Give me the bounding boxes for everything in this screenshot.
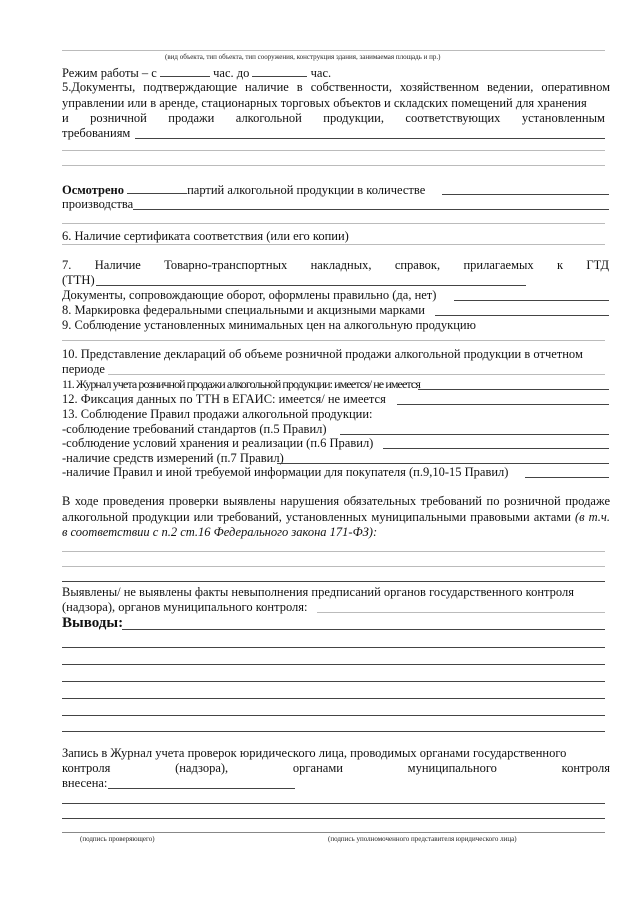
item5-extra-line-1[interactable] — [62, 150, 605, 151]
production-field[interactable] — [133, 209, 609, 210]
work-mode-from-field[interactable] — [160, 65, 210, 77]
item6-line[interactable] — [62, 244, 605, 245]
inspected-mid: партий алкогольной продукции в количестве — [187, 183, 426, 197]
conclusions-line-3[interactable] — [62, 681, 605, 682]
inspected-count-field[interactable] — [127, 182, 187, 194]
inspected-row — [62, 182, 425, 198]
item5-text: 5.Документы, подтверждающие наличие в собственности, хозяйственном ведении, оперативном управлении или в аренде, стационарных торговых объектов и складских помещений для хранения — [62, 80, 610, 110]
item7-field[interactable] — [96, 285, 526, 286]
journal-line-2[interactable] — [62, 818, 605, 819]
item13-measuring-field[interactable] — [277, 463, 609, 464]
conclusions-line-1[interactable] — [62, 647, 605, 648]
violations-line-1[interactable] — [62, 551, 605, 552]
journal-line3: внесена: — [62, 776, 108, 790]
conclusions-line-4[interactable] — [62, 698, 605, 699]
conclusions-label: Выводы: — [62, 615, 124, 631]
conclusions-line-5[interactable] — [62, 715, 605, 716]
violations-line-3[interactable] — [62, 581, 605, 582]
orders-field[interactable] — [317, 612, 605, 613]
work-mode-prefix: Режим работы – с — [62, 66, 157, 80]
item8-field[interactable] — [435, 315, 609, 316]
item5-field[interactable] — [135, 138, 605, 139]
item13-storage-field[interactable] — [383, 448, 609, 449]
item13-measuring: -наличие средств измерений (п.7 Правил) — [62, 451, 284, 465]
work-mode-row — [62, 65, 331, 81]
item12-label: 12. Фиксация данных по ТТН в ЕГАИС: имеется/ не имеется — [62, 392, 386, 406]
signature-inspector-caption: (подпись проверяющего) — [80, 835, 155, 843]
journal-line1: Запись в Журнал учета проверок юридического лица, проводимых органами государственного — [62, 746, 567, 760]
item7-line1: 7. Наличие Товарно-транспортных накладных, справок, прилагаемых к ГТД — [62, 258, 609, 272]
item13-title: 13. Соблюдение Правил продажи алкогольной продукции: — [62, 407, 373, 421]
item13-storage: -соблюдение условий хранения и реализации (п.6 Правил) — [62, 436, 374, 450]
item11-label: 11. Журнал учета розничной продажи алкогольной продукции: имеется/ не имеется — [62, 377, 420, 391]
inspected-production: производства — [62, 197, 134, 211]
conclusions-line-2[interactable] — [62, 664, 605, 665]
item13-rules-info-field[interactable] — [525, 477, 609, 478]
journal-line-1[interactable] — [62, 803, 605, 804]
journal-field[interactable] — [108, 788, 295, 789]
journal-line2: контроля (надзора), органами муниципального контроля — [62, 761, 610, 775]
signature-representative-caption: (подпись уполномоченного представителя юридического лица) — [328, 835, 517, 843]
work-mode-suffix: час. — [310, 66, 332, 80]
orders-line1: Выявлены/ не выявлены факты невыполнения предписаний органов государственного контроля — [62, 585, 574, 599]
item13-standards-field[interactable] — [340, 434, 609, 435]
item5-line4: требованиям — [62, 126, 131, 140]
item6-label: 6. Наличие сертификата соответствия (или его копии) — [62, 229, 349, 243]
object-description-caption: (вид объекта, тип объекта, тип сооружения, конструкция здания, занимаемая площадь и пр.) — [165, 53, 441, 61]
item5-line3: и розничной продажи алкогольной продукции, соответствующих установленным — [62, 111, 605, 125]
item7-line2: (ТТН) — [62, 273, 95, 287]
item9-line[interactable] — [62, 340, 605, 341]
violations-line-2[interactable] — [62, 566, 605, 567]
work-mode-mid: час. до — [213, 66, 250, 80]
item13-rules-info: -наличие Правил и иной требуемой информации для покупателя (п.9,10-15 Правил) — [62, 465, 509, 479]
inspected-quantity-field[interactable] — [442, 194, 609, 195]
conclusions-field[interactable] — [122, 629, 605, 630]
item12-field[interactable] — [397, 404, 609, 405]
violations-text: В ходе проведения проверки выявлены нарушения обязательных требований по розничной продаже алкогольной продукции или требований, установленных муниципальными правовыми актами (в т.ч. в соответствии с п.2 ст.16 Федерального закона 171-ФЗ): — [62, 494, 610, 539]
item5-extra-line-2[interactable] — [62, 165, 605, 166]
production-extra-line[interactable] — [62, 223, 605, 224]
signature-line[interactable] — [62, 832, 605, 833]
object-description-line[interactable] — [62, 50, 605, 51]
item9-label: 9. Соблюдение установленных минимальных цен на алкогольную продукцию — [62, 318, 476, 332]
conclusions-line-6[interactable] — [62, 731, 605, 732]
item11-field[interactable] — [418, 389, 609, 390]
docs-field[interactable] — [454, 300, 609, 301]
inspected-label: Осмотрено — [62, 183, 124, 197]
orders-line2: (надзора), органов муниципального контроля: — [62, 600, 308, 614]
item10-field[interactable] — [108, 374, 605, 375]
work-mode-to-field[interactable] — [252, 65, 307, 77]
item10-line1: 10. Представление деклараций об объеме розничной продажи алкогольной продукции в отчетном — [62, 347, 583, 361]
item8-label: 8. Маркировка федеральными специальными и акцизными марками — [62, 303, 425, 317]
item10-line2: периоде — [62, 362, 105, 376]
item13-standards: -соблюдение требований стандартов (п.5 Правил) — [62, 422, 327, 436]
docs-label: Документы, сопровождающие оборот, оформлены правильно (да, нет) — [62, 288, 437, 302]
